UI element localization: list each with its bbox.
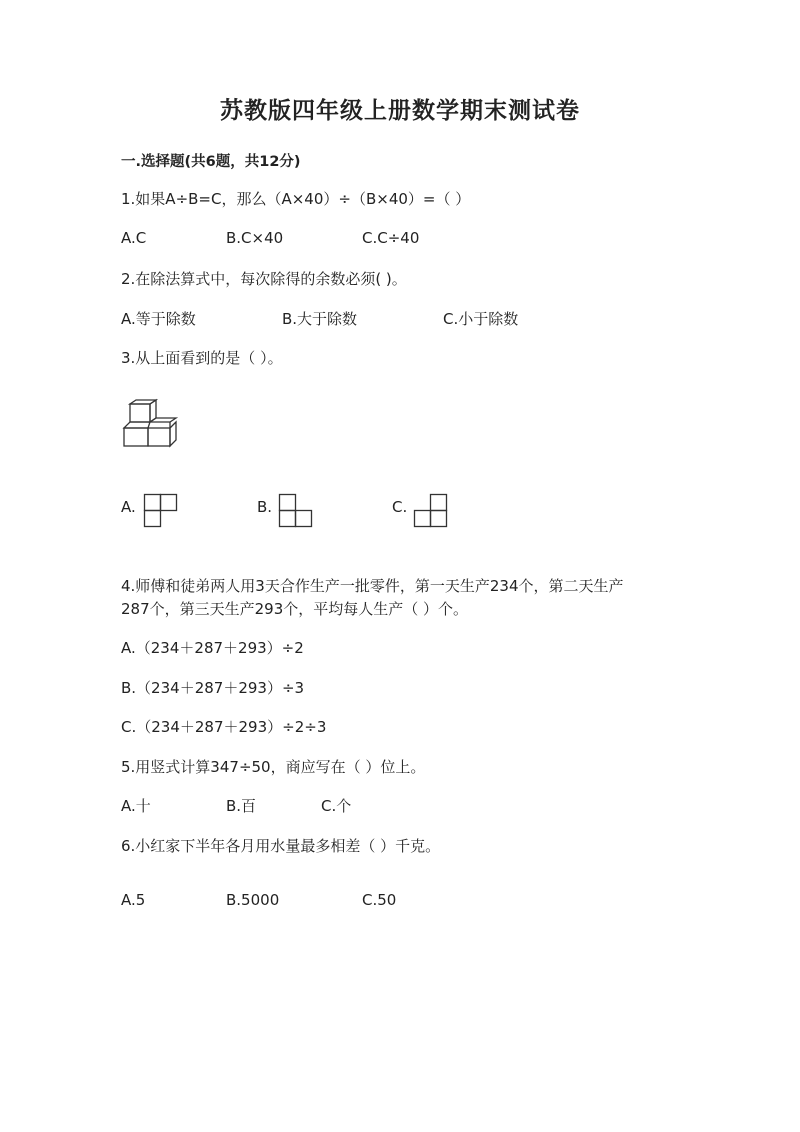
q5-option-a: A.十 (121, 797, 151, 815)
right-cube-side (170, 422, 176, 446)
q4-option-c: C.（234＋287＋293）÷2÷3 (121, 718, 327, 736)
q3-option-b-figure (279, 494, 313, 528)
q3-option-b: B. (257, 498, 273, 516)
q2-option-c: C.小于除数 (443, 310, 519, 328)
q5-option-c: C.个 (321, 797, 352, 815)
page-title: 苏教版四年级上册数学期末测试卷 (220, 97, 580, 124)
question-6: 6.小红家下半年各月用水量最多相差（ ）千克。 (121, 837, 441, 855)
right-cube-top (150, 418, 176, 422)
question-4-line-1: 4.师傅和徒弟两人用3天合作生产一批零件，第一天生产234个，第二天生产 (121, 577, 624, 595)
q1-option-b: B.C×40 (226, 229, 284, 247)
question-2: 2.在除法算式中，每次除得的余数必须( )。 (121, 270, 407, 288)
right-cube-front (148, 428, 170, 446)
cube-stack-figure (122, 400, 182, 448)
q4-option-a: A.（234＋287＋293）÷2 (121, 639, 304, 657)
q3-option-a-figure (144, 494, 178, 528)
q3-option-c: C. (392, 498, 408, 516)
question-1: 1.如果A÷B=C，那么（A×40）÷（B×40）=（ ） (121, 190, 471, 208)
top-cube-front (130, 404, 150, 422)
question-3: 3.从上面看到的是（ ）。 (121, 349, 283, 367)
q6-option-c: C.50 (362, 891, 397, 909)
q3-option-c-figure (414, 494, 448, 528)
q4-option-b: B.（234＋287＋293）÷3 (121, 679, 305, 697)
q6-option-a: A.5 (121, 891, 146, 909)
left-cube-top (124, 422, 150, 428)
q2-option-a: A.等于除数 (121, 310, 196, 328)
section-heading: 一.选择题(共6题，共12分) (121, 154, 301, 170)
left-cube-front (124, 428, 148, 446)
question-4-line-2: 287个，第三天生产293个，平均每人生产（ ）个。 (121, 600, 469, 618)
q6-option-b: B.5000 (226, 891, 280, 909)
question-5: 5.用竖式计算347÷50，商应写在（ ）位上。 (121, 758, 426, 776)
q1-option-c: C.C÷40 (362, 229, 420, 247)
q3-option-a: A. (121, 498, 136, 516)
q1-option-a: A.C (121, 229, 147, 247)
q2-option-b: B.大于除数 (282, 310, 358, 328)
q5-option-b: B.百 (226, 797, 257, 815)
